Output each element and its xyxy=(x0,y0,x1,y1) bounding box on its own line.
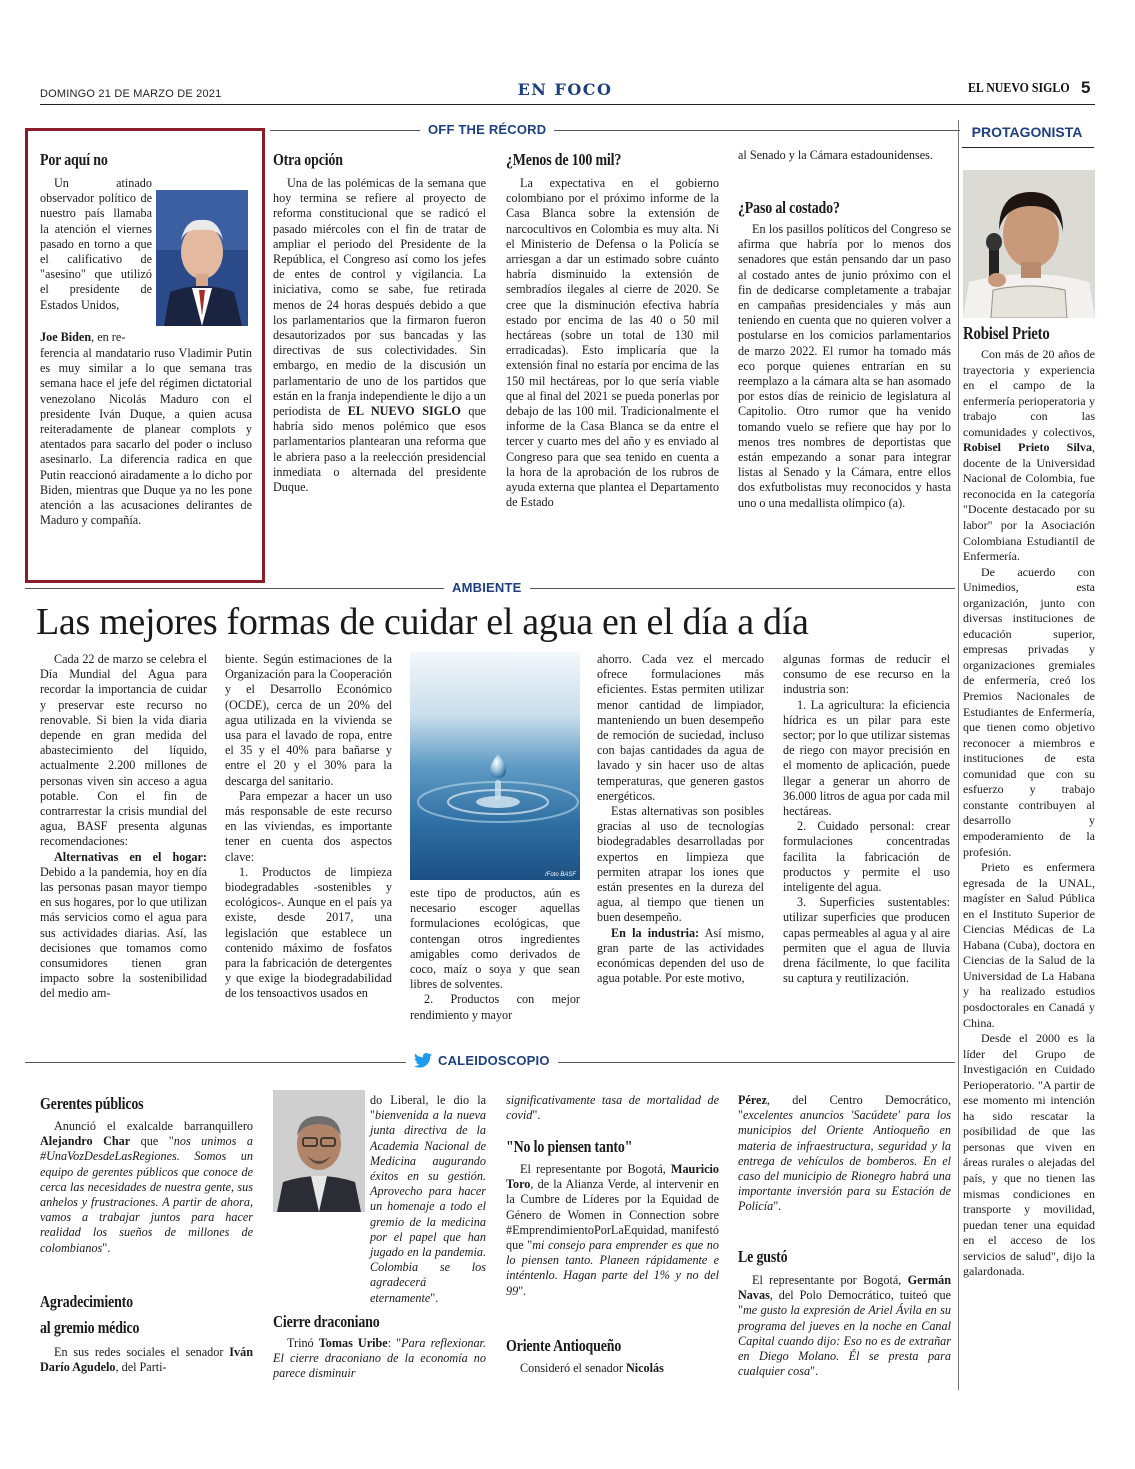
cal-col3-lead-end: ". xyxy=(532,1108,541,1123)
cierre-b: : " xyxy=(387,1336,402,1350)
por-aqui-no-body: ferencia al mandatario ruso Vladimir Putin es muy similar a lo que semana tras semana hace el jefe del régimen dictatorial venezolano Nicolás Maduro con el presidente Iván Duque, a quien acusa reiteradamente de planear complots y atentados para sacarlo del poder o incluso asesinarlo. La diferencia radica en que Putin reaccionó airadamente a lo dicho por Biden, mientras que Duque ya no les pone atención a las acusaciones delirantes de Maduro y compañía. xyxy=(40,346,252,528)
otra-opcion-text xyxy=(273,176,486,495)
cal-col2-b: ". xyxy=(430,1290,439,1305)
paso-body: En los pasillos políticos del Congreso se afirma que habría por lo menos dos senadores que están pensando dar un paso al costado antes de junio próximo con el fin de dedicarse completamente a trabajar en campañas presidenciales y más aun teniendo en cuenta que no quieren volver a postularse en los comicios parlamentarios de marzo 2022. El rumor ha tomado más eco porque quienes entrarían en su reemplazo a la cámara alta se han asomado por estos días de reinicio de legislatura al Capitolio. Otro rumor que ha venido tomando vuelo se refiere que hay por lo menos tres nombres de deportistas que están empezando a sonar para integrar listas al Senado y la Cámara, entre ellos dos exfutbolistas muy reconocidos y hasta uno o una medallista olímpico (a). xyxy=(738,222,951,510)
gusto-b: , del Polo Democrático, tuiteó que " xyxy=(738,1288,951,1318)
protagonista-p2: De acuerdo con Unimedios, esta organización, junto con diversas instituciones de educación superior, empresas privadas y organizaciones gremiales de enfermería, creó los Premios Nacionales de Estudiantes de Enfermería, que tienen como objetivo reconocer a miembros e instituciones de esta comunidad que con su esfuerzo y trabajo constante contribuyen al desarrollo y empoderamiento de la profesión. xyxy=(963,564,1095,859)
twitter-bird-icon xyxy=(414,1053,432,1068)
le-gusto-text xyxy=(738,1273,951,1379)
gusto-quote: me gusto la expresión de Ariel Ávila en su programa del jueves en la noche en Canal Capital cuando dijo: Eso no es de extrañar en Diego Molano. Él se presta para cualquier cosa xyxy=(738,1303,951,1379)
ambiente-col3-p1: este tipo de productos, aún es necesario escoger aquellas formulaciones ecológicas, que contengan otros ingredientes amigables como derivados de coco, maíz o soya y que sean libres de solventes. xyxy=(410,886,580,992)
cal-col4-text xyxy=(738,1093,951,1215)
ambiente-col-1 xyxy=(40,652,207,1002)
por-aqui-no-after-name: , en re- xyxy=(91,330,126,344)
gusto-name: Germán Navas xyxy=(738,1273,951,1303)
oriente-name: Nicolás xyxy=(625,1361,664,1375)
gerentes-c: ". xyxy=(102,1240,111,1255)
ambiente-col5-p2: 1. La agricultura: la eficiencia hídrica es un pilar para este sector; por lo que utilizar sistemas de riego con mayor precisión en el momento de aplicación, puede llegar a generar un ahorro de 36.000 litros de agua por cada mil hectáreas. xyxy=(783,697,950,819)
paso-title: ¿Paso al costado? xyxy=(738,198,840,217)
robisel-photo xyxy=(963,170,1095,318)
gusto-a: El representante por Bogotá, xyxy=(752,1273,908,1287)
gerentes-text xyxy=(40,1119,253,1256)
menos-100-title: ¿Menos de 100 mil? xyxy=(506,150,622,169)
no-lo-piensen-text xyxy=(506,1162,719,1299)
cal-col3-lead xyxy=(506,1093,719,1123)
ambiente-col1-p2: Debido a la pandemia, hoy en día las personas pasan mayor tiempo en sus hogares, por lo que utilizan más servicios como el agua para sus actividades diarias. Así, las decisiones que tomamos como consumidores tienen gran impacto sobre la sostenibilidad del medio am- xyxy=(40,864,207,1001)
cal-col3-lead-quote: significativamente tasa de mortalidad de covid xyxy=(506,1093,719,1123)
no-lo-c: ". xyxy=(518,1283,527,1298)
ambiente-col1-p1: Cada 22 de marzo se celebra el Día Mundial del Agua para recordar la importancia de cuidar y preservar este recurso no renovable. Si bien la vida diaria depende en gran medida del abastecimiento del líquido, actualmente 2.200 millones de personas viven sin acceso a agua potable. Con el fin de contrarrestar la crisis mundial del agua, BASF presenta algunas recomendaciones: xyxy=(40,652,207,849)
por-aqui-no-name-line xyxy=(40,330,250,345)
menos-100-text xyxy=(506,176,719,510)
protagonista-p1-name: Robisel Prieto Silva xyxy=(963,440,1092,455)
por-aqui-no-title: Por aquí no xyxy=(40,150,108,169)
ambiente-col5-p4: 3. Superficies sustentables: utilizar superficies que producen capas permeables al agua y al aire permiten que el agua de lluvia drena fácilmente, lo que facilita su captura y reutilización. xyxy=(783,895,950,986)
header-rule xyxy=(40,104,1095,105)
water-drop-photo xyxy=(410,652,580,880)
ambiente-col5-p3: 2. Cuidado personal: crear formulaciones concentradas facilita la fabricación de productos y permite el uso inteligente del agua. xyxy=(783,819,950,895)
cierre-title: Cierre draconiano xyxy=(273,1312,380,1331)
cierre-a: Trinó xyxy=(287,1336,319,1350)
ambiente-col4-p3: Así mismo, gran parte de las actividades económicas dependen del uso de agua potable. Por este motivo, xyxy=(597,925,764,986)
protagonista-text xyxy=(963,347,1095,1280)
man-photo xyxy=(273,1090,365,1212)
menos-100-body: La expectativa en el gobierno colombiano por el próximo informe de la Casa Blanca sobre la extensión de narcocultivos en Colombia es muy alta. Ni el Ministerio de Defensa o la Policía se arriesgan a dar un estimado sobre cuánto habría disminuido la extensión de sembradíos ilegales al cierre de 2020. Se cree que la disminución efectiva habría estado por encima de las 40 o 50 mil hectáreas (sobre un total de 130 mil erradicadas). Esto implicaría que la extensión final no estaría por encima de las 150 mil hectáreas, por lo que sería viable que al final del 2021 se pueda ponerlas por debajo de las 100 mil. Tradicionalmente el informe de la Casa Blanca se da entre el tercer y cuarto mes del año y es enviado al Congreso para que sea tenido en cuenta a la hora de la aprobación de los rubros de ayuda externa que plantea el Departamento de Estado xyxy=(506,176,719,510)
cierre-text xyxy=(273,1336,486,1382)
section-label-ambiente: AMBIENTE xyxy=(444,580,530,595)
otra-opcion-paper: EL NUEVO SIGLO xyxy=(347,404,461,419)
cal-col4-quote: excelentes anuncios 'Sacúdete' para los municipios del Oriente Antioqueño en materia de infraestructura, seguridad y la entrega de vehículos de bomberos. En el caso del municipio de Rionegro habrá una importante inversión para su Estación de Policía xyxy=(738,1108,951,1214)
por-aqui-no-text-wide xyxy=(40,346,252,528)
gerentes-a: Anunció el exalcalde barranquillero xyxy=(54,1119,253,1133)
section-name: EN FOCO xyxy=(517,80,613,99)
no-lo-b: , de la Alianza Verde, al intervenir en la Cumbre de Líderes por la Equidad de Género de Women in Connection sobre #EmprendimientoPorLaEquidad, manifestó que " xyxy=(506,1177,719,1253)
gusto-c: ". xyxy=(810,1364,819,1379)
section-label-caleidoscopio: CALEIDOSCOPIO xyxy=(438,1053,550,1068)
otra-opcion-text-a: Una de las polémicas de la semana que hoy termina se refiere al proyecto de reforma constitucional que se radicó el pasado miércoles con el fin de tratar de ampliar el periodo del Presidente de la República, el Congreso así como los jefes de entes de control y vigilancia. La iniciativa, como se sabe, fue retirada menos de 24 horas después debido a que los parlamentarios que la firmaron fueron desautorizados por sus bancadas y las directivas de sus colectividades. Sin embargo, en medio de la discusión un parlamentario de uno de los partidos que están en la franja independiente le dijo a un periodista de xyxy=(273,176,486,419)
oriente-text xyxy=(506,1361,719,1376)
agradecimiento-title-2: al gremio médico xyxy=(40,1318,140,1337)
paso-lead xyxy=(738,148,951,163)
protagonista-p3: Prieto es enfermera egresada de la UNAL, magíster en Salud Pública en el Instituto Superior de Ciencias Médicas de La Habana (Cuba), doctora en Ciencias de la Salud de la Universidad de La Habana y ha realizado estudios posdoctorales en Canadá y China. xyxy=(963,860,1095,1030)
ambiente-col4-label: En la industria: xyxy=(611,925,700,940)
ambiente-col3-p2: 2. Productos con mejor rendimiento y mayor xyxy=(410,992,580,1022)
off-record-rule xyxy=(270,130,960,131)
caleidoscopio-label-wrap xyxy=(406,1053,558,1068)
agradecimiento-name: Iván Darío Agudelo xyxy=(40,1345,253,1375)
ambiente-col2-p2: Para empezar a hacer un uso más responsable de este recurso en las viviendas, es importante tener en cuenta dos aspectos clave: xyxy=(225,788,392,864)
cal-col4-name: Pérez xyxy=(738,1093,767,1107)
cal-col2-a: do Liberal, le dio la " xyxy=(370,1093,486,1123)
gerentes-name: Alejandro Char xyxy=(40,1134,131,1149)
cal-col4-a: , del Centro Democrático, " xyxy=(738,1093,951,1123)
oriente-a: Consideró el senador xyxy=(520,1361,626,1375)
ambiente-col-4 xyxy=(597,652,764,986)
ambiente-col1-label: Alternativas en el hogar: xyxy=(54,849,207,864)
ambiente-headline: Las mejores formas de cuidar el agua en el día a día xyxy=(36,601,809,643)
agradecimiento-title-1: Agradecimiento xyxy=(40,1292,133,1311)
protagonista-name: Robisel Prieto xyxy=(963,323,1050,343)
por-aqui-no-text-narrow xyxy=(40,176,152,313)
ambiente-col5-p1: algunas formas de reducir el consumo de ese recurso en la industria son: xyxy=(783,652,950,697)
no-lo-a: El representante por Bogotá, xyxy=(520,1162,671,1176)
oriente-title: Oriente Antioqueño xyxy=(506,1336,622,1355)
biden-name: Joe Biden xyxy=(40,330,92,344)
no-lo-name: Mauricio Toro xyxy=(506,1162,719,1192)
gerentes-title: Gerentes públicos xyxy=(40,1094,144,1113)
page-number: 5 xyxy=(1081,78,1091,97)
gerentes-quote: nos unimos a #UnaVozDesdeLasRegiones. Somos un equipo de gerentes públicos que conoce de cerca las necesidades de nuestra gente, sus anhelos y frustraciones. A partir de ahora, vamos a trabajar juntos para hacer realidad los sueños de millones de colombianos xyxy=(40,1134,253,1255)
protagonista-p1-b: , docente de la Universidad Nacional de Colombia, fue reconocida en la categoría "Docente destacado por su labor" por la Asociación Colombiana Estudiantil de Enfermería. xyxy=(963,440,1095,564)
ambiente-col4-p1: ahorro. Cada vez el mercado ofrece formulaciones más eficientes. Estas permiten utilizar menor cantidad de limpiador, manteniendo un buen desempeño de remoción de suciedad, incluso con bajas cantidades da agua de lavado y sin hacer uso de altas temperaturas, que generen gastos energéticos. xyxy=(597,652,764,803)
agradecimiento-a: En sus redes sociales el senador xyxy=(54,1345,230,1359)
protagonista-p4: Desde el 2000 es la líder del Grupo de Investigación en Cuidado Perioperatorio. "A partir de ese momento mi intención ha sido rescatar la posibilidad de que las personas que viven en áreas rurales o alejadas del país, y que no tienen las mismas condiciones en transporte y movilidad, puedan tener una equidad en el acceso de los servicios de salud", dijo la galardonada. xyxy=(963,1031,1095,1279)
ambiente-col-5 xyxy=(783,652,950,986)
otra-opcion-title: Otra opción xyxy=(273,150,343,169)
ambiente-col4-p2: Estas alternativas son posibles gracias al uso de tecnologías biodegradables desarrolladas por expertos en limpieza que permiten atrapar los iones que están presentes en la dureza del agua, al tiempo que tienen un buen desempeño. xyxy=(597,804,764,925)
ambiente-col2-p1: biente. Según estimaciones de la Organización para la Cooperación y el Desarrollo Económico (OCDE), cerca de un 20% del agua utilizada en la vivienda se usa para el lavado de ropa, entre el 35 y el 40% para bañarse y entre el 20 y el 30% para la descarga del sanitario. xyxy=(225,652,392,788)
protagonista-divider xyxy=(958,120,959,1390)
agradecimiento-b: , del Parti- xyxy=(115,1360,167,1375)
cal-col2-narrow xyxy=(370,1093,486,1306)
no-lo-quote: mi consejo para emprender es que no lo piensen tanto. Planeen rápidamente e inténtenlo. Hagan parte del 1% y no del 99 xyxy=(506,1238,719,1298)
agradecimiento-text xyxy=(40,1345,253,1375)
gerentes-b: que " xyxy=(130,1134,174,1149)
protagonista-rule xyxy=(962,147,1094,148)
paso-lead-text: al Senado y la Cámara estadounidenses. xyxy=(738,148,933,162)
masthead: EL NUEVO SIGLO xyxy=(968,81,1070,96)
ambiente-col-3 xyxy=(410,886,580,1023)
section-label-off-record: OFF THE RÉCORD xyxy=(420,122,554,137)
cierre-name: Tomas Uribe xyxy=(318,1336,388,1350)
biden-photo xyxy=(156,190,248,326)
protagonista-p1-a: Con más de 20 años de trayectoria y experiencia en el campo de la enfermería perioperatoria y trabajo con las comunidades y colectivos, xyxy=(963,347,1095,439)
cierre-quote: Para reflexionar. El cierre draconiano de la economía no parece disminuir xyxy=(273,1336,486,1381)
cal-col4-b: ". xyxy=(773,1199,782,1214)
cal-col2-quote: bienvenida a la nueva junta directiva de la Academia Nacional de Medicina augurando éxitos en su gestión. Aprovecho para hacer un homenaje a todo el gremio de la medicina por el papel que han jugado en la pandemia. Colombia se los agradecerá eternamente xyxy=(370,1108,486,1305)
ambiente-col-2 xyxy=(225,652,392,1002)
otra-opcion-text-b: que habría sido menos polémico que esos parlamentarios plantearan una reforma que le abriera paso a la reelección presidencial inmediata o alternada del presidente Duque. xyxy=(273,404,486,495)
por-aqui-no-lead: Un atinado observador político de nuestro país llamaba la atención el viernes pasado en torno a que el calificativo de "asesino" que utilizó el presidente de Estados Unidos, xyxy=(40,176,152,312)
ambiente-col2-p3: 1. Productos de limpieza biodegradables -sostenibles y ecológicos-. Aunque en el país ya existe, desde 2017, una legislación que establece un contenido máximo de fosfatos para la fabricación de detergentes y que exige la biodegradabilidad de los tensoactivos usados en xyxy=(225,864,392,1001)
paso-text xyxy=(738,222,951,511)
section-label-protagonista: PROTAGONISTA xyxy=(971,124,1083,140)
page-date: DOMINGO 21 DE MARZO DE 2021 xyxy=(40,88,222,100)
photo-credit: /Foto BASF xyxy=(544,872,576,878)
no-lo-piensen-title: "No lo piensen tanto" xyxy=(506,1137,633,1156)
le-gusto-title: Le gustó xyxy=(738,1247,788,1266)
